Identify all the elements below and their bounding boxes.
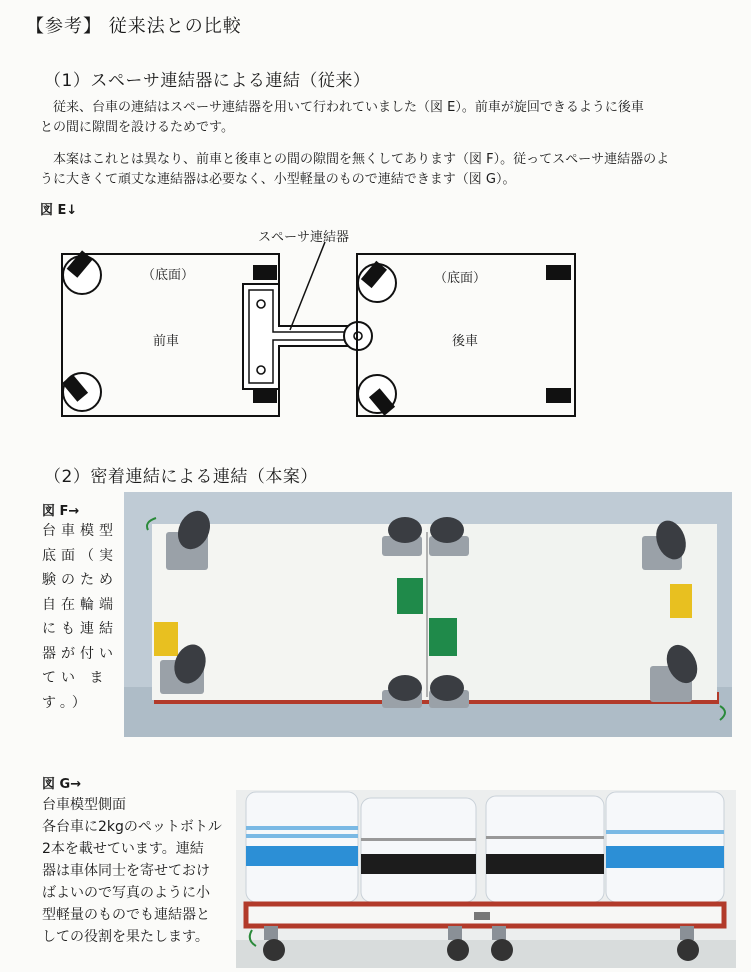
rear-caster-top-left xyxy=(358,261,396,302)
front-fixed-wheel-top xyxy=(253,265,277,280)
front-caster-top-left xyxy=(63,250,101,294)
yellow-tape-front xyxy=(154,622,178,656)
figure-e-label: 図 E↓ xyxy=(40,203,78,218)
para1-line1: 従来、台車の連結はスペーサ連結器を用いて行われていました（図 E）。前車が旋回できるように後車 xyxy=(40,100,644,115)
front-bottom-label: （底面） xyxy=(142,268,195,283)
figure-f-caption-line: 底面（実 xyxy=(42,547,118,564)
rear-bottom-label: （底面） xyxy=(434,271,487,286)
figure-g-caption-line: ばよいので写真のように小 xyxy=(42,885,210,901)
section2-heading: （2）密着連結による連結（本案） xyxy=(44,467,318,487)
bottle-3 xyxy=(486,796,604,902)
figure-g-caption-line: 台車模型側面 xyxy=(42,797,126,813)
figure-f-photo xyxy=(124,492,732,737)
section1-heading: （1）スペーサ連結器による連結（従来） xyxy=(44,71,371,91)
figure-g-label: 図 G→ xyxy=(42,777,82,792)
figure-f-caption-line: 験のため xyxy=(42,572,118,588)
page-title: 【参考】 従来法との比較 xyxy=(26,16,242,37)
front-cart-label: 前車 xyxy=(153,334,180,349)
figure-f-caption-line: にも連結 xyxy=(42,621,118,637)
figure-f-caption-line: てい ま xyxy=(42,670,109,686)
section1-paragraph-1 xyxy=(40,98,740,138)
rear-caster-bottom-left xyxy=(358,375,396,416)
front-caster-bottom-left xyxy=(62,373,101,411)
section1-paragraph-2 xyxy=(40,150,745,190)
rear-fixed-wheel-top xyxy=(546,265,571,280)
figure-g-caption-line: 器は車体同士を寄せておけ xyxy=(42,863,210,879)
rear-fixed-wheel-bottom xyxy=(546,388,571,403)
spacer-coupler xyxy=(243,284,372,389)
para2-line2: うに大きくて頑丈な連結器は必要なく、小型軽量のもので連結できます（図 G）。 xyxy=(40,172,516,187)
figure-g-caption-line: 2本を載せています。連結 xyxy=(42,841,204,857)
figure-g-photo xyxy=(236,790,736,968)
figure-f-caption-line: す。） xyxy=(42,694,91,711)
rear-cart-label: 後車 xyxy=(452,334,479,349)
spacer-label-leader xyxy=(290,242,325,330)
figure-f-caption xyxy=(42,519,128,715)
figure-f-label: 図 F→ xyxy=(42,504,80,519)
figure-f-caption-line: 台車模型 xyxy=(42,523,118,539)
figure-g-caption-line: 各台車に2kgのペットボトル xyxy=(42,819,222,835)
figure-f-caption-line: 器が付い xyxy=(42,645,118,662)
figure-g-caption xyxy=(42,794,242,948)
green-tape-rear xyxy=(429,618,457,656)
figure-e-diagram xyxy=(40,220,640,430)
figure-f-caption-line: 自在輪端 xyxy=(42,596,118,613)
bottle-1 xyxy=(246,792,358,902)
bottle-2 xyxy=(361,798,476,902)
para1-line2: との間に隙間を設けるためです。 xyxy=(40,120,234,135)
figure-g-caption-line: しての役割を果たします。 xyxy=(42,929,209,945)
bottle-4 xyxy=(606,792,724,902)
small-coupler xyxy=(474,912,490,920)
front-fixed-wheel-bottom xyxy=(253,388,277,403)
figure-g-caption-line: 型軽量のものでも連結器と xyxy=(42,907,210,923)
para2-line1: 本案はこれとは異なり、前車と後車との間の隙間を無くしてあります（図 F）。従ってスペーサ連結器のよ xyxy=(40,152,670,167)
green-tape-front xyxy=(397,578,423,614)
spacer-coupler-label: スペーサ連結器 xyxy=(258,230,350,245)
yellow-tape-rear xyxy=(670,584,692,618)
